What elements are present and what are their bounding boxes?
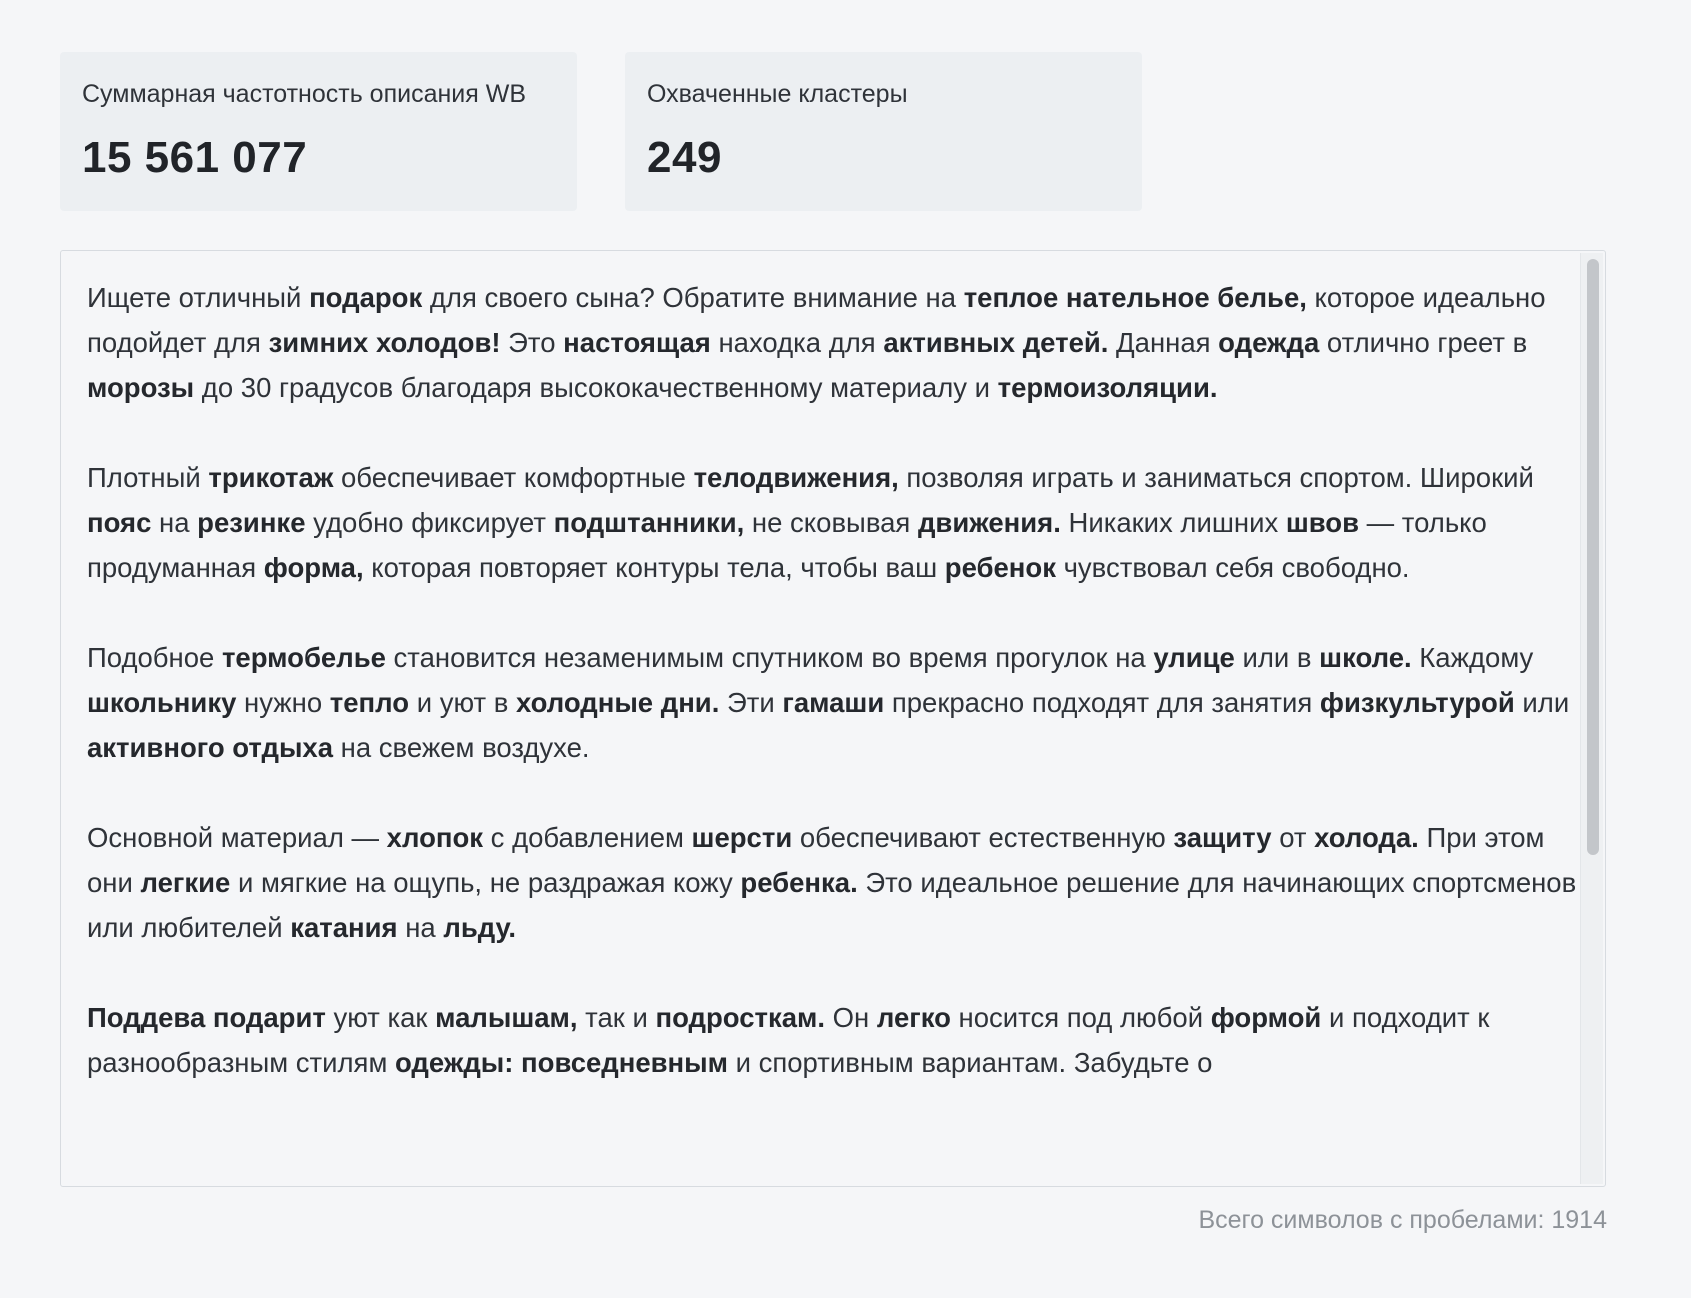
text-segment: на bbox=[397, 912, 444, 943]
keyword-highlight: школе. bbox=[1319, 642, 1412, 673]
text-segment: Ищете отличный bbox=[87, 282, 310, 313]
description-textbox[interactable] bbox=[60, 250, 1606, 1187]
keyword-highlight: термобелье bbox=[221, 642, 386, 673]
keyword-highlight: холода. bbox=[1314, 822, 1419, 853]
metrics-row bbox=[60, 52, 1142, 211]
description-paragraph bbox=[87, 275, 1577, 410]
text-segment: чувствовал себя свободно. bbox=[1055, 552, 1410, 583]
text-segment: и подходит к разнообразным стилям bbox=[87, 1002, 1490, 1078]
text-segment: Это bbox=[500, 327, 564, 358]
text-segment: Данная bbox=[1108, 327, 1219, 358]
keyword-highlight: подарок bbox=[309, 282, 423, 313]
metric-card-clusters bbox=[625, 52, 1142, 211]
keyword-highlight: одежды: повседневным bbox=[395, 1047, 728, 1078]
keyword-highlight: активных детей. bbox=[883, 327, 1109, 358]
text-segment: позволяя играть и заниматься спортом. Широкий bbox=[898, 462, 1534, 493]
text-segment: Каждому bbox=[1411, 642, 1534, 673]
keyword-highlight: школьнику bbox=[87, 687, 237, 718]
metric-label-frequency: Суммарная частотность описания WB bbox=[82, 80, 527, 108]
scrollbar-thumb[interactable] bbox=[1587, 259, 1599, 855]
text-segment: которая повторяет контуры тела, чтобы ваш bbox=[363, 552, 945, 583]
text-segment: на свежем воздухе. bbox=[333, 732, 590, 763]
keyword-highlight: холодные дни. bbox=[515, 687, 720, 718]
keyword-highlight: формой bbox=[1210, 1002, 1322, 1033]
keyword-highlight: гамаши bbox=[782, 687, 885, 718]
keyword-highlight: подросткам. bbox=[655, 1002, 825, 1033]
metric-card-frequency bbox=[60, 52, 577, 211]
text-segment: находка для bbox=[710, 327, 884, 358]
keyword-highlight: трикотаж bbox=[208, 462, 334, 493]
text-segment: При этом они bbox=[87, 822, 1545, 898]
keyword-highlight: резинке bbox=[197, 507, 306, 538]
text-segment: становится незаменимым спутником во время прогулок на bbox=[385, 642, 1154, 673]
scrollbar-track[interactable] bbox=[1580, 253, 1603, 1184]
text-segment: или bbox=[1514, 687, 1570, 718]
keyword-highlight: легко bbox=[876, 1002, 951, 1033]
keyword-highlight: хлопок bbox=[386, 822, 484, 853]
keyword-highlight: льду. bbox=[443, 912, 517, 943]
char-count-label: Всего символов с пробелами: 1914 bbox=[1198, 1206, 1607, 1234]
keyword-highlight: легкие bbox=[140, 867, 231, 898]
text-segment: обеспечивает комфортные bbox=[333, 462, 694, 493]
text-segment: от bbox=[1271, 822, 1315, 853]
keyword-highlight: форма, bbox=[263, 552, 364, 583]
text-segment: Он bbox=[825, 1002, 877, 1033]
text-segment: удобно фиксирует bbox=[305, 507, 554, 538]
text-segment: до 30 градусов благодаря высококачественному материалу и bbox=[194, 372, 998, 403]
keyword-highlight: настоящая bbox=[563, 327, 711, 358]
description-paragraph bbox=[87, 455, 1577, 590]
text-segment: для своего сына? Обратите внимание на bbox=[422, 282, 964, 313]
metric-value-clusters: 249 bbox=[647, 132, 722, 182]
text-segment: которое идеально подойдет для bbox=[87, 282, 1546, 358]
keyword-highlight: улице bbox=[1153, 642, 1235, 673]
text-segment: с добавлением bbox=[483, 822, 692, 853]
keyword-highlight: малышам, bbox=[435, 1002, 578, 1033]
text-segment: Эти bbox=[719, 687, 783, 718]
keyword-highlight: швов bbox=[1285, 507, 1360, 538]
text-segment: отлично греет в bbox=[1319, 327, 1528, 358]
keyword-highlight: защиту bbox=[1173, 822, 1272, 853]
keyword-highlight: ребенок bbox=[944, 552, 1056, 583]
text-segment: прекрасно подходят для занятия bbox=[884, 687, 1320, 718]
keyword-highlight: катания bbox=[290, 912, 398, 943]
text-segment: и уют в bbox=[409, 687, 516, 718]
keyword-highlight: зимних холодов! bbox=[268, 327, 501, 358]
description-paragraph bbox=[87, 815, 1577, 950]
text-segment: Это идеальное решение для начинающих спортсменов или любителей bbox=[87, 867, 1577, 943]
description-paragraph bbox=[87, 635, 1577, 770]
text-segment: Плотный bbox=[87, 462, 209, 493]
metric-label-clusters: Охваченные кластеры bbox=[647, 80, 908, 108]
text-segment: не сковывая bbox=[744, 507, 918, 538]
keyword-highlight: морозы bbox=[87, 372, 195, 403]
metric-value-frequency: 15 561 077 bbox=[82, 132, 308, 182]
keyword-highlight: активного отдыха bbox=[87, 732, 334, 763]
text-segment: уют как bbox=[325, 1002, 436, 1033]
keyword-highlight: пояс bbox=[87, 507, 152, 538]
keyword-highlight: физкультурой bbox=[1319, 687, 1515, 718]
keyword-highlight: теплое нательное белье, bbox=[963, 282, 1307, 313]
text-segment: или в bbox=[1234, 642, 1320, 673]
text-segment: и мягкие на ощупь, не раздражая кожу bbox=[230, 867, 741, 898]
text-segment: на bbox=[151, 507, 198, 538]
description-text-area[interactable] bbox=[61, 251, 1577, 1186]
text-segment: и спортивным вариантам. Забудьте о bbox=[727, 1047, 1213, 1078]
text-segment: обеспечивают естественную bbox=[792, 822, 1174, 853]
keyword-highlight: ребенка. bbox=[740, 867, 858, 898]
text-segment: Основной материал — bbox=[87, 822, 387, 853]
text-segment: Никаких лишних bbox=[1060, 507, 1286, 538]
text-segment: — только продуманная bbox=[87, 507, 1487, 583]
text-segment: нужно bbox=[236, 687, 330, 718]
text-segment: Подобное bbox=[87, 642, 222, 673]
description-paragraph bbox=[87, 995, 1577, 1085]
keyword-highlight: Поддева подарит bbox=[87, 1002, 326, 1033]
keyword-highlight: подштанники, bbox=[553, 507, 745, 538]
keyword-highlight: шерсти bbox=[691, 822, 793, 853]
text-segment: так и bbox=[577, 1002, 656, 1033]
keyword-highlight: термоизоляции. bbox=[997, 372, 1218, 403]
text-segment: носится под любой bbox=[950, 1002, 1211, 1033]
keyword-highlight: тепло bbox=[329, 687, 410, 718]
keyword-highlight: телодвижения, bbox=[693, 462, 899, 493]
keyword-highlight: движения. bbox=[917, 507, 1061, 538]
keyword-highlight: одежда bbox=[1218, 327, 1320, 358]
